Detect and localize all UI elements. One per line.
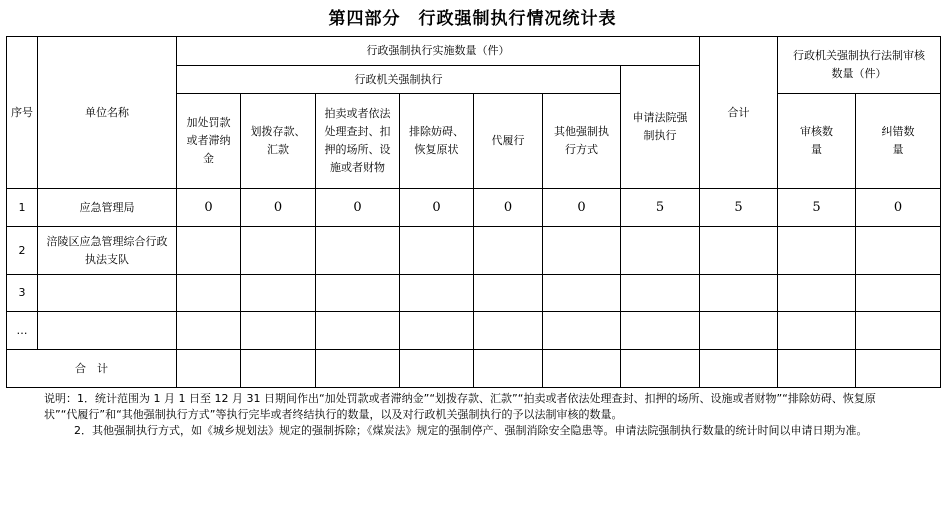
cell-value (241, 227, 316, 275)
row-seq: 2 (7, 227, 38, 275)
header-transfer-deposit: 划拨存款、汇款 (241, 94, 316, 189)
cell-value: 0 (241, 189, 316, 227)
total-value (474, 350, 543, 388)
header-group-review: 行政机关强制执行法制审核数量（件） (778, 37, 941, 94)
header-unit-name: 单位名称 (38, 37, 177, 189)
row-unit-name: 涪陵区应急管理综合行政执法支队 (38, 227, 177, 275)
header-fine-or-late-fee: 加处罚款或者滞纳金 (177, 94, 241, 189)
row-seq: … (7, 312, 38, 350)
row-unit-name: 应急管理局 (38, 189, 177, 227)
cell-value (856, 275, 941, 312)
cell-value: 5 (778, 189, 856, 227)
total-value (856, 350, 941, 388)
cell-value: 5 (700, 189, 778, 227)
cell-value (177, 275, 241, 312)
cell-value (856, 227, 941, 275)
statistics-table (6, 36, 941, 388)
table-row (7, 189, 941, 227)
total-row (7, 350, 941, 388)
cell-value (778, 227, 856, 275)
cell-value (316, 312, 400, 350)
row-seq: 3 (7, 275, 38, 312)
header-total: 合计 (700, 37, 778, 189)
cell-value (856, 312, 941, 350)
cell-value (400, 227, 474, 275)
cell-value (316, 227, 400, 275)
cell-value (400, 312, 474, 350)
cell-value: 5 (621, 189, 700, 227)
cell-value (543, 227, 621, 275)
cell-value: 0 (543, 189, 621, 227)
page-title: 第四部分 行政强制执行情况统计表 (328, 9, 617, 29)
cell-value (474, 227, 543, 275)
header-correction-count: 纠错数量 (856, 94, 941, 189)
cell-value (700, 312, 778, 350)
total-label: 合 计 (7, 350, 177, 388)
header-group-agency-exec: 行政机关强制执行 (177, 66, 621, 94)
table-row (7, 312, 941, 350)
row-seq: 1 (7, 189, 38, 227)
table-row (7, 227, 941, 275)
cell-value (700, 275, 778, 312)
cell-value (400, 275, 474, 312)
header-seq: 序号 (7, 37, 38, 189)
cell-value (474, 312, 543, 350)
cell-value (316, 275, 400, 312)
total-value (700, 350, 778, 388)
cell-value (621, 275, 700, 312)
cell-value (700, 227, 778, 275)
header-auction-seized: 拍卖或者依法处理查封、扣押的场所、设施或者财物 (316, 94, 400, 189)
cell-value: 0 (316, 189, 400, 227)
cell-value (177, 227, 241, 275)
note-2: 2．其他强制执行方式，如《城乡规划法》规定的强制拆除；《煤炭法》规定的强制停产、强制消除安全隐患等。申请法院强制执行数量的统计时间以申请日期为准。 (74, 424, 868, 437)
notes (44, 391, 896, 439)
row-unit-name (38, 312, 177, 350)
cell-value (177, 312, 241, 350)
total-value (241, 350, 316, 388)
cell-value: 0 (474, 189, 543, 227)
header-review-count: 审核数量 (778, 94, 856, 189)
total-value (778, 350, 856, 388)
total-value (621, 350, 700, 388)
row-unit-name (38, 275, 177, 312)
cell-value: 0 (856, 189, 941, 227)
cell-value (778, 312, 856, 350)
cell-value: 0 (400, 189, 474, 227)
cell-value (241, 312, 316, 350)
cell-value (621, 227, 700, 275)
header-substitute-performance: 代履行 (474, 94, 543, 189)
header-remove-obstruction: 排除妨碍、恢复原状 (400, 94, 474, 189)
table-row (7, 275, 941, 312)
header-apply-court: 申请法院强制执行 (621, 66, 700, 189)
cell-value (778, 275, 856, 312)
cell-value: 0 (177, 189, 241, 227)
cell-value (474, 275, 543, 312)
cell-value (543, 275, 621, 312)
cell-value (543, 312, 621, 350)
cell-value (241, 275, 316, 312)
total-value (316, 350, 400, 388)
total-value (543, 350, 621, 388)
note-1: 说明：1．统计范围为 1 月 1 日至 12 月 31 日期间作出“加处罚款或者滞纳金”“划拨存款、汇款”“拍卖或者依法处理查封、扣押的场所、设施或者财物”“排除妨碍、恢复原状”“代履行”和“其他强制执行方式”等执行完毕或者终结执行的数量，以及对行政机关强制执行的予以法制审核的数量。 (44, 392, 876, 421)
total-value (400, 350, 474, 388)
header-other-methods: 其他强制执行方式 (543, 94, 621, 189)
total-value (177, 350, 241, 388)
header-group-exec-count: 行政强制执行实施数量（件） (177, 37, 700, 66)
cell-value (621, 312, 700, 350)
